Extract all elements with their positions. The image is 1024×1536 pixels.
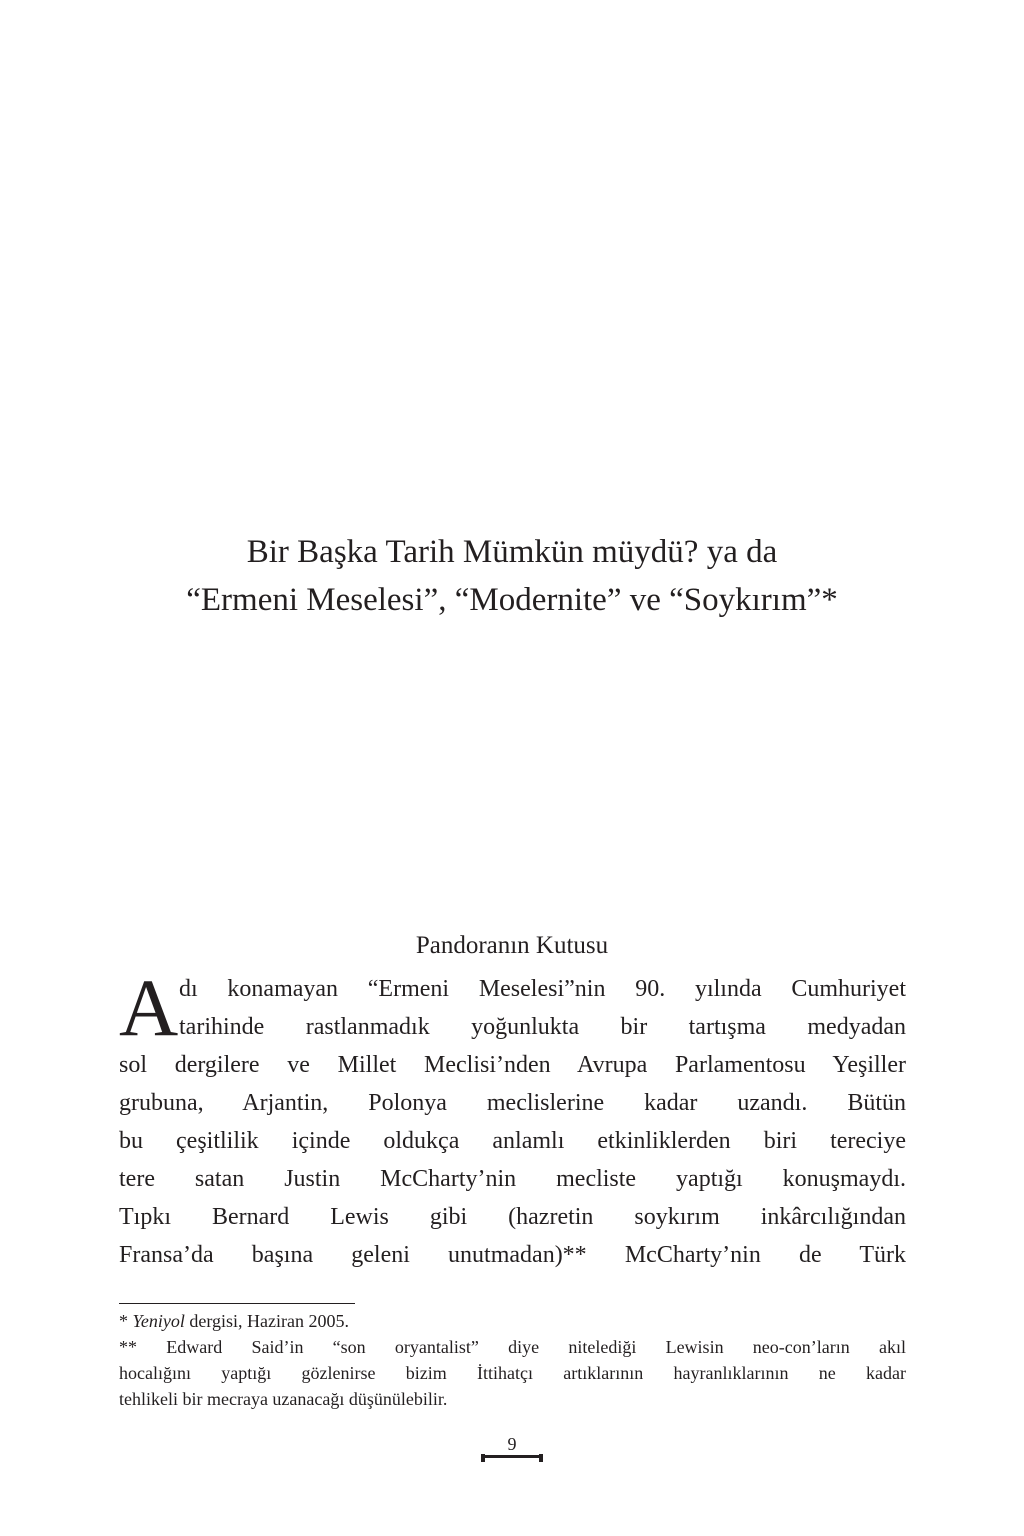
body-line-6: tere satan Justin McCharty’nin mecliste yaptığı konuşmaydı. <box>119 1166 906 1192</box>
body-line-8: Fransa’da başına geleni unutmadan)** McCharty’nin de Türk <box>119 1242 906 1268</box>
footnote-2-line-2: hocalığını yaptığı gözlenirse bizim İttihatçı artıklarının hayranlıklarının ne kadar <box>119 1363 906 1383</box>
section-heading: Pandoranın Kutusu <box>415 932 609 959</box>
footnote-2-line-3: tehlikeli bir mecraya uzanacağı düşünülebilir. <box>119 1389 448 1409</box>
body-line-2: tarihinde rastlanmadık yoğunlukta bir tartışma medyadan <box>179 1014 906 1040</box>
body-line-5: bu çeşitlilik içinde oldukça anlamlı etkinliklerden biri tereciye <box>119 1128 906 1154</box>
body-line-3: sol dergilere ve Millet Meclisi’nden Avrupa Parlamentosu Yeşiller <box>119 1052 906 1078</box>
page-number: 9 <box>507 1434 517 1454</box>
body-line-7: Tıpkı Bernard Lewis gibi (hazretin soykırım inkârcılığından <box>119 1204 906 1230</box>
chapter-title-line-1: Bir Başka Tarih Mümkün müydü? ya da <box>246 534 778 570</box>
body-paragraph <box>119 962 906 1280</box>
chapter-title-line-2: “Ermeni Meselesi”, “Modernite” ve “Soykırım”* <box>186 582 838 618</box>
page-number-ornament <box>481 1454 543 1462</box>
drop-cap: A <box>119 962 179 1053</box>
chapter-title <box>0 528 1024 624</box>
footnote-1-text: dergisi, Haziran 2005. <box>184 1311 349 1331</box>
body-line-4: grubuna, Arjantin, Polonya meclislerine kadar uzandı. Bütün <box>119 1090 906 1116</box>
footnote-1-journal: Yeniyol <box>132 1311 185 1331</box>
body-line-1: dı konamayan “Ermeni Meselesi”nin 90. yılında Cumhuriyet <box>179 976 906 1002</box>
footnote-1-marker: * <box>119 1311 133 1331</box>
footnote-1 <box>119 1308 906 1334</box>
footnote-divider <box>119 1303 355 1304</box>
footnotes <box>119 1308 906 1412</box>
footnote-2-line-1: ** Edward Said’in “son oryantalist” diye nitelediği Lewisin neo-con’ların akıl <box>119 1337 906 1357</box>
